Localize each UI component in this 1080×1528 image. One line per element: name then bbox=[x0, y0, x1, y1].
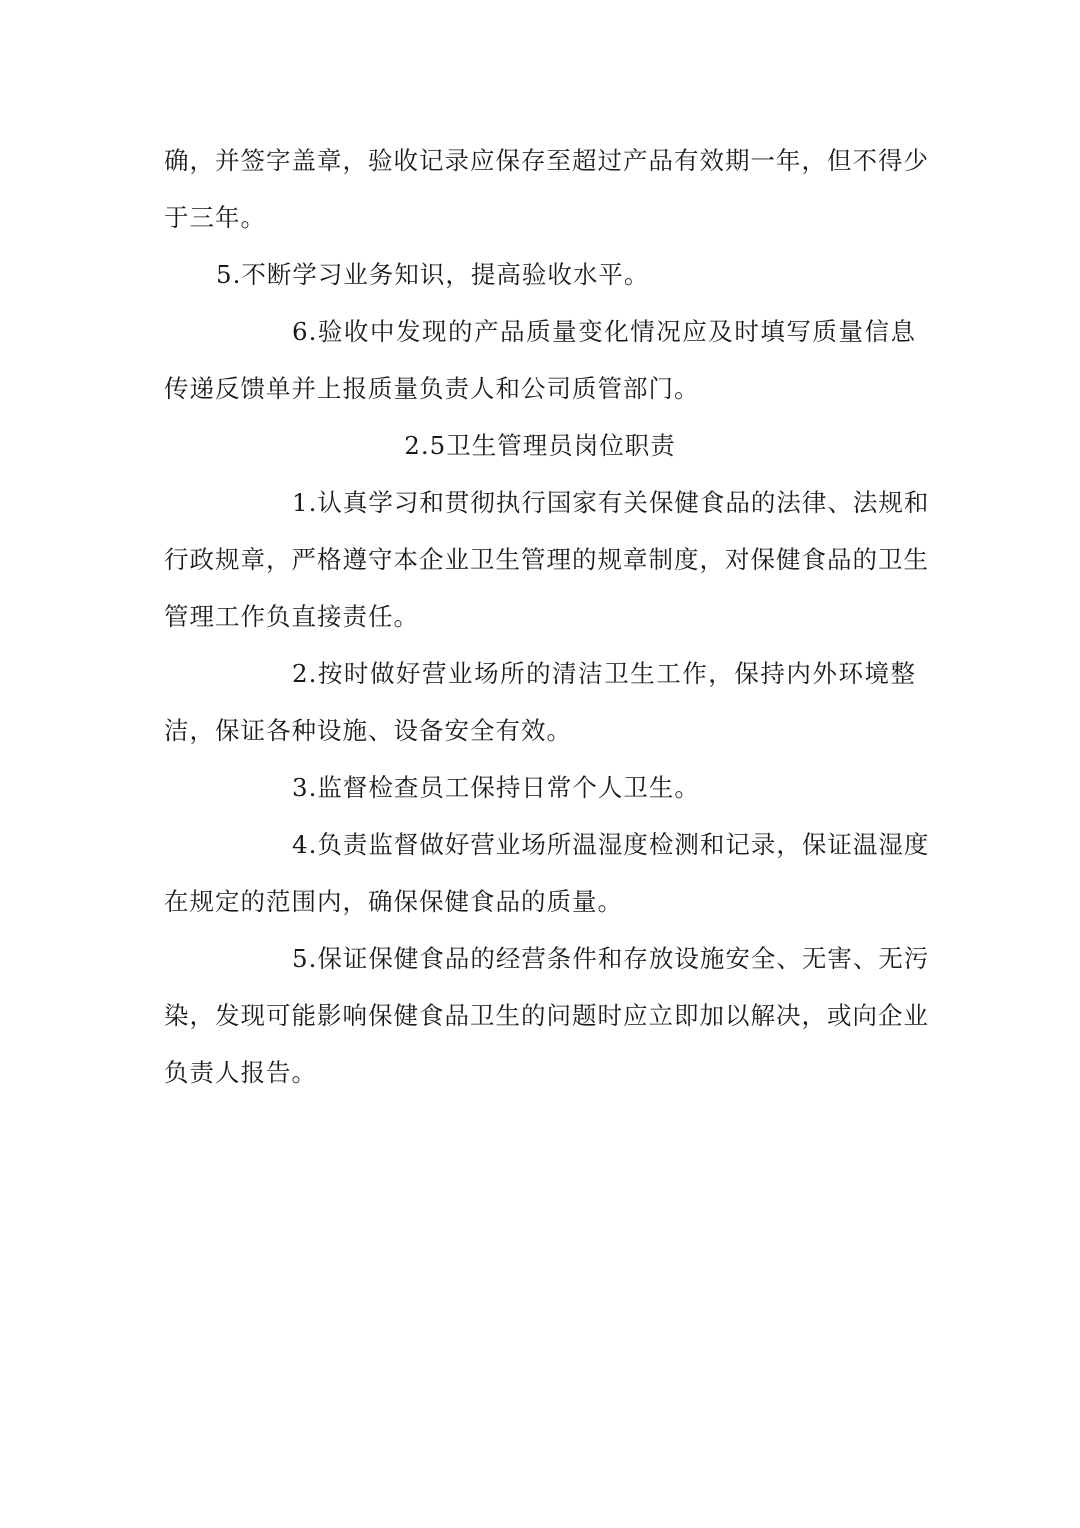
text-line: 于三年。 bbox=[164, 203, 266, 232]
text-line: 洁，保证各种设施、设备安全有效。 bbox=[164, 716, 572, 745]
text-line: 管理工作负直接责任。 bbox=[164, 602, 419, 631]
text-line: 在规定的范围内，确保保健食品的质量。 bbox=[164, 887, 623, 916]
text-line: 负责人报告。 bbox=[164, 1058, 317, 1087]
text-line: 4.负责监督做好营业场所温湿度检测和记录，保证温湿度 bbox=[292, 830, 930, 859]
text-line: 3.监督检查员工保持日常个人卫生。 bbox=[292, 773, 700, 802]
text-line: 5.不断学习业务知识，提高验收水平。 bbox=[216, 260, 650, 289]
document-body bbox=[164, 132, 930, 1101]
section-heading: 2.5卫生管理员岗位职责 bbox=[404, 431, 676, 460]
text-line: 确，并签字盖章，验收记录应保存至超过产品有效期一年，但不得少 bbox=[164, 146, 929, 175]
text-line: 6.验收中发现的产品质量变化情况应及时填写质量信息 bbox=[292, 317, 916, 346]
text-line: 5.保证保健食品的经营条件和存放设施安全、无害、无污 bbox=[292, 944, 930, 973]
text-line: 行政规章，严格遵守本企业卫生管理的规章制度，对保健食品的卫生 bbox=[164, 545, 929, 574]
text-line: 2.按时做好营业场所的清洁卫生工作，保持内外环境整 bbox=[292, 659, 916, 688]
text-line: 染，发现可能影响保健食品卫生的问题时应立即加以解决，或向企业 bbox=[164, 1001, 929, 1030]
text-line: 1.认真学习和贯彻执行国家有关保健食品的法律、法规和 bbox=[292, 488, 930, 517]
text-line: 传递反馈单并上报质量负责人和公司质管部门。 bbox=[164, 374, 700, 403]
